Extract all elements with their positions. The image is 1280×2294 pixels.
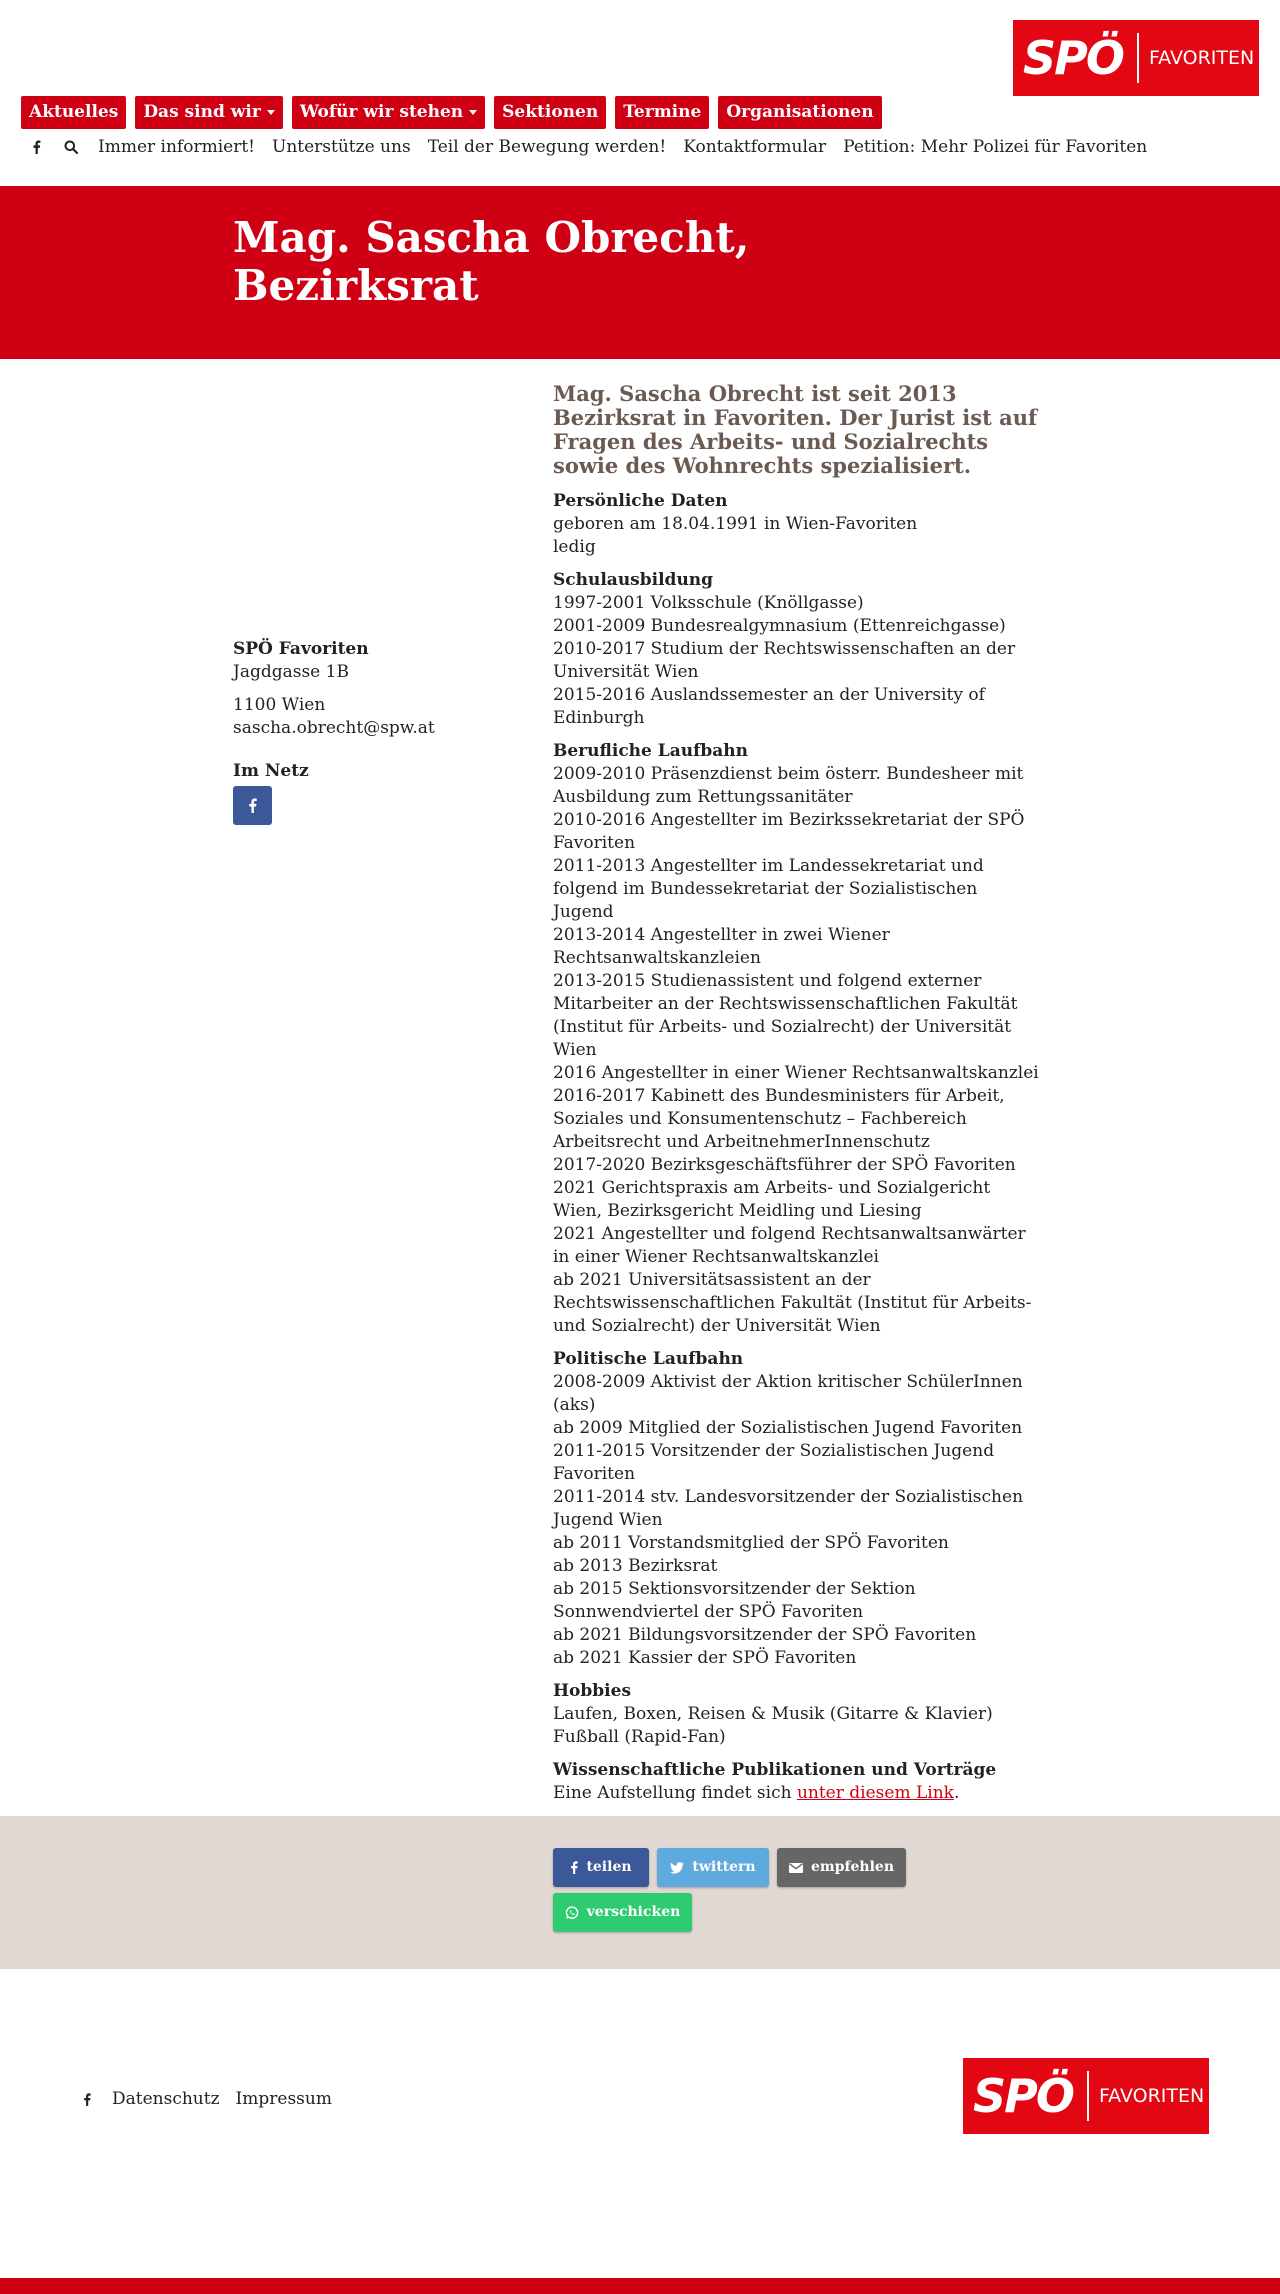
logo-divider: [1137, 33, 1139, 83]
page-title: [233, 214, 793, 310]
page-hero: [0, 186, 1280, 359]
section-line: 2015-2016 Auslandssemester an der University of Edinburgh: [553, 685, 985, 728]
section-line: 2017-2020 Bezirksgeschäftsführer der SPÖ Favoriten: [553, 1155, 1016, 1175]
nav-label: Sektionen: [502, 102, 599, 122]
share-facebook-label: teilen: [586, 1859, 632, 1875]
nav-item-aktuelles[interactable]: [21, 96, 126, 129]
nav-item-sektionen[interactable]: [494, 96, 606, 129]
spoe-logo[interactable]: [1013, 20, 1259, 96]
logo-divider: [1087, 2071, 1089, 2121]
section-line: 2021 Angestellter und folgend Rechtsanwaltsanwärter in einer Wiener Rechtsanwaltskanzlei: [553, 1224, 1026, 1267]
section-heading: Politische Laufbahn: [553, 1349, 744, 1369]
whatsapp-icon: [565, 1906, 579, 1920]
nav-item-termine[interactable]: [615, 96, 709, 129]
section-heading: Wissenschaftliche Publikationen und Vorträge: [553, 1760, 997, 1780]
section-heading: Hobbies: [553, 1681, 632, 1701]
section-heading: Persönliche Daten: [553, 491, 728, 511]
logo-mark: SPÖ: [973, 2069, 1073, 2123]
share-whatsapp-label: verschicken: [586, 1904, 681, 1920]
bottom-bar: [0, 2278, 1280, 2294]
secondary-navigation: [28, 134, 1164, 160]
section-line: ab 2021 Universitätsassistent an der Rechtswissenschaftlichen Fakultät (Institut für Arbeits- und Sozialrecht) der Universität Wien: [553, 1270, 1032, 1336]
caret-down-icon: [469, 110, 477, 115]
caret-down-icon: [267, 110, 275, 115]
share-bar: [0, 1816, 1280, 1969]
subnav-link-immer-informiert[interactable]: Immer informiert!: [98, 136, 255, 157]
nav-label: Termine: [623, 102, 702, 122]
contact-email[interactable]: sascha.obrecht@spw.at: [233, 718, 435, 738]
section-line: 2011-2015 Vorsitzender der Sozialistischen Jugend Favoriten: [553, 1441, 995, 1484]
publication-text: Eine Aufstellung findet sich: [553, 1783, 797, 1803]
facebook-icon: [570, 1861, 578, 1874]
contact-sidebar: [233, 638, 493, 825]
section-line: ab 2021 Kassier der SPÖ Favoriten: [553, 1648, 857, 1668]
section-line: ab 2013 Bezirksrat: [553, 1556, 718, 1576]
publication-link[interactable]: unter diesem Link: [796, 1783, 954, 1803]
section-heading: Schulausbildung: [553, 570, 714, 590]
facebook-icon[interactable]: [28, 139, 44, 155]
section-heading: Berufliche Laufbahn: [553, 741, 749, 761]
section-line: 2016 Angestellter in einer Wiener Rechtsanwaltskanzlei: [553, 1063, 1039, 1083]
social-heading: Im Netz: [233, 761, 309, 781]
share-whatsapp-button[interactable]: [553, 1893, 692, 1932]
subnav-link-unterstuetze-uns[interactable]: Unterstütze uns: [272, 136, 411, 157]
share-twitter-label: twittern: [692, 1859, 756, 1875]
bio-section: [553, 1680, 1043, 1749]
contact-organisation: SPÖ Favoriten: [233, 639, 369, 659]
section-line: geboren am 18.04.1991 in Wien-Favoriten: [553, 514, 918, 534]
publication-end: .: [953, 1783, 960, 1803]
section-line: ledig: [553, 537, 596, 557]
footer-links: [80, 2088, 348, 2111]
share-email-button[interactable]: [777, 1848, 906, 1887]
envelope-icon: [789, 1863, 803, 1873]
section-line: ab 2011 Vorstandsmitglied der SPÖ Favoriten: [553, 1533, 949, 1553]
section-line: 1997-2001 Volksschule (Knöllgasse): [553, 593, 864, 613]
section-line: 2009-2010 Präsenzdienst beim österr. Bundesheer mit Ausbildung zum Rettungssanitäter: [553, 764, 1024, 807]
share-twitter-button[interactable]: [657, 1848, 769, 1887]
logo-mark: SPÖ: [1023, 31, 1123, 85]
footer-link-impressum[interactable]: Impressum: [235, 2089, 332, 2109]
section-line: 2016-2017 Kabinett des Bundesministers für Arbeit, Soziales und Konsumentenschutz – Fachbereich Arbeitsrecht und ArbeitnehmerInnenschutz: [553, 1086, 1005, 1152]
twitter-icon: [670, 1862, 684, 1874]
section-line: ab 2015 Sektionsvorsitzender der Sektion Sonnwendviertel der SPÖ Favoriten: [553, 1579, 916, 1622]
contact-city: 1100 Wien: [233, 695, 326, 715]
section-line: 2001-2009 Bundesrealgymnasium (Ettenreichgasse): [553, 616, 1006, 636]
subnav-link-kontaktformular[interactable]: Kontaktformular: [683, 136, 827, 157]
bio-lead: Mag. Sascha Obrecht ist seit 2013 Bezirksrat in Favoriten. Der Jurist ist auf Fragen des Arbeits- und Sozialrechts sowie des Wohnrechts spezialisiert.: [553, 381, 1038, 478]
subnav-link-teil-der-bewegung[interactable]: Teil der Bewegung werden!: [427, 136, 667, 157]
section-line: 2021 Gerichtspraxis am Arbeits- und Sozialgericht Wien, Bezirksgericht Meidling und Liesing: [553, 1178, 991, 1221]
spoe-logo-footer[interactable]: [963, 2058, 1209, 2134]
facebook-profile-button[interactable]: [233, 786, 272, 825]
section-line: 2008-2009 Aktivist der Aktion kritischer SchülerInnen (aks): [553, 1372, 1023, 1415]
share-facebook-button[interactable]: [553, 1848, 649, 1887]
share-email-label: empfehlen: [810, 1859, 895, 1875]
bio-section: [553, 490, 1043, 559]
section-line: 2010-2016 Angestellter im Bezirkssekretariat der SPÖ Favoriten: [553, 810, 1025, 853]
section-line: ab 2021 Bildungsvorsitzender der SPÖ Favoriten: [553, 1625, 977, 1645]
spacer: [233, 684, 493, 694]
bio-sections: [553, 490, 1043, 1749]
logo-subtitle: FAVORITEN: [1149, 46, 1255, 69]
section-line: 2010-2017 Studium der Rechtswissenschaften an der Universität Wien: [553, 639, 1016, 682]
nav-label: Das sind wir: [143, 102, 261, 122]
section-line: 2011-2013 Angestellter im Landessekretariat und folgend im Bundessekretariat der Sozialistischen Jugend: [553, 856, 984, 922]
page-title-line1: Mag. Sascha Obrecht,: [233, 213, 750, 262]
bio-section-publications: [553, 1759, 1043, 1805]
nav-label: Aktuelles: [29, 102, 119, 122]
section-line: 2013-2015 Studienassistent und folgend externer Mitarbeiter an der Rechtswissenschaftlichen Fakultät (Institut für Arbeits- und Sozialrecht) der Universität Wien: [553, 971, 1018, 1060]
footer-link-datenschutz[interactable]: Datenschutz: [112, 2089, 220, 2109]
search-icon[interactable]: [63, 139, 79, 155]
logo-subtitle: FAVORITEN: [1099, 2084, 1205, 2107]
contact-street: Jagdgasse 1B: [233, 662, 349, 682]
section-line: Laufen, Boxen, Reisen & Musik (Gitarre & Klavier): [553, 1704, 993, 1724]
nav-item-organisationen[interactable]: [718, 96, 881, 129]
main-navigation: [21, 96, 882, 129]
section-line: ab 2009 Mitglied der Sozialistischen Jugend Favoriten: [553, 1418, 1023, 1438]
facebook-icon[interactable]: [80, 2092, 94, 2108]
subnav-link-petition[interactable]: Petition: Mehr Polizei für Favoriten: [843, 136, 1148, 157]
section-text: [553, 1782, 1043, 1805]
nav-label: Organisationen: [726, 102, 874, 122]
page-title-line2: Bezirksrat: [233, 261, 479, 310]
section-line: 2011-2014 stv. Landesvorsitzender der Sozialistischen Jugend Wien: [553, 1487, 1024, 1530]
bio-content: [553, 382, 1043, 1815]
section-line: 2013-2014 Angestellter in zwei Wiener Rechtsanwaltskanzleien: [553, 925, 890, 968]
nav-item-wofuer-wir-stehen[interactable]: [292, 96, 485, 129]
nav-item-das-sind-wir[interactable]: [135, 96, 283, 129]
nav-label: Wofür wir stehen: [299, 102, 464, 122]
facebook-icon: [248, 798, 257, 813]
bio-section: [553, 1348, 1043, 1670]
bio-section: [553, 569, 1043, 730]
section-line: Fußball (Rapid-Fan): [553, 1727, 726, 1747]
bio-section: [553, 740, 1043, 1338]
